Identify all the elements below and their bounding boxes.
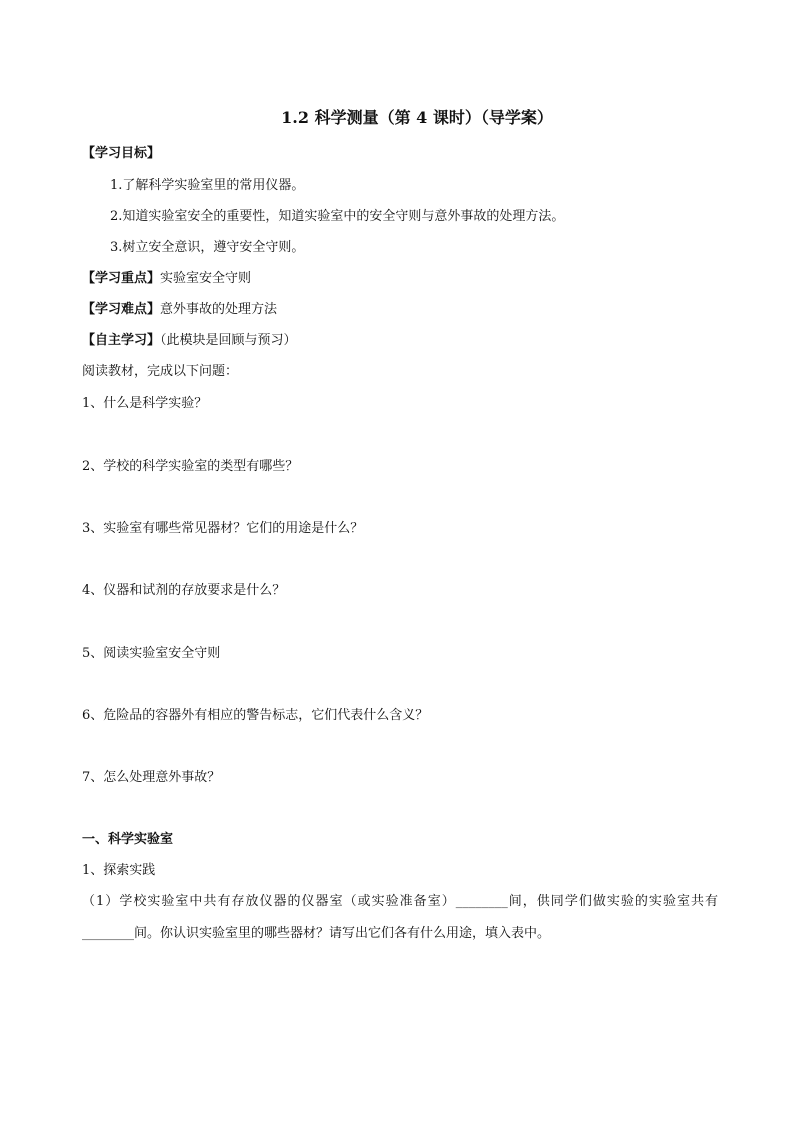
self-study-text: （此模块是回顾与预习） — [160, 333, 297, 348]
difficulty-label: 【学习难点】 — [82, 302, 161, 317]
section1-paragraph: （1）学校实验室中共有存放仪器的仪器室（或实验准备室）________间，供同学们做实验的实验室共有________间。你认识实验室里的哪些器材？请写出它们各有什么用途，填入表中。 — [82, 894, 718, 941]
objective-item-3: 3.树立安全意识，遵守安全守则。 — [110, 240, 305, 255]
question-6: 6、危险品的容器外有相应的警告标志，它们代表什么含义？ — [82, 708, 429, 723]
question-3: 3、实验室有哪些常见器材？它们的用途是什么？ — [82, 521, 364, 536]
key-point-label: 【学习重点】 — [82, 271, 161, 286]
question-2: 2、学校的科学实验室的类型有哪些？ — [82, 459, 299, 474]
objective-item-1: 1.了解科学实验室里的常用仪器。 — [110, 178, 305, 193]
self-study-label: 【自主学习】 — [82, 333, 161, 348]
key-point-line — [82, 269, 251, 289]
question-7: 7、怎么处理意外事故？ — [82, 770, 221, 785]
section1-subheading: 1、探索实践 — [82, 863, 156, 878]
section1-heading: 一、科学实验室 — [82, 832, 174, 847]
key-point-text: 实验室安全守则 — [160, 271, 252, 286]
difficulty-text: 意外事故的处理方法 — [160, 302, 278, 317]
question-1: 1、什么是科学实验？ — [82, 396, 208, 411]
question-5: 5、阅读实验室安全守则 — [82, 646, 221, 661]
intro-text: 阅读教材，完成以下问题： — [82, 364, 239, 379]
objectives-heading: 【学习目标】 — [82, 146, 161, 161]
question-4: 4、仪器和试剂的存放要求是什么？ — [82, 583, 286, 598]
objective-item-2: 2.知道实验室安全的重要性，知道实验室中的安全守则与意外事故的处理方法。 — [110, 209, 565, 224]
self-study-line — [82, 331, 297, 351]
document-title: 1.2 科学测量（第 4 课时）（导学案） — [281, 108, 553, 127]
difficulty-line — [82, 300, 277, 320]
